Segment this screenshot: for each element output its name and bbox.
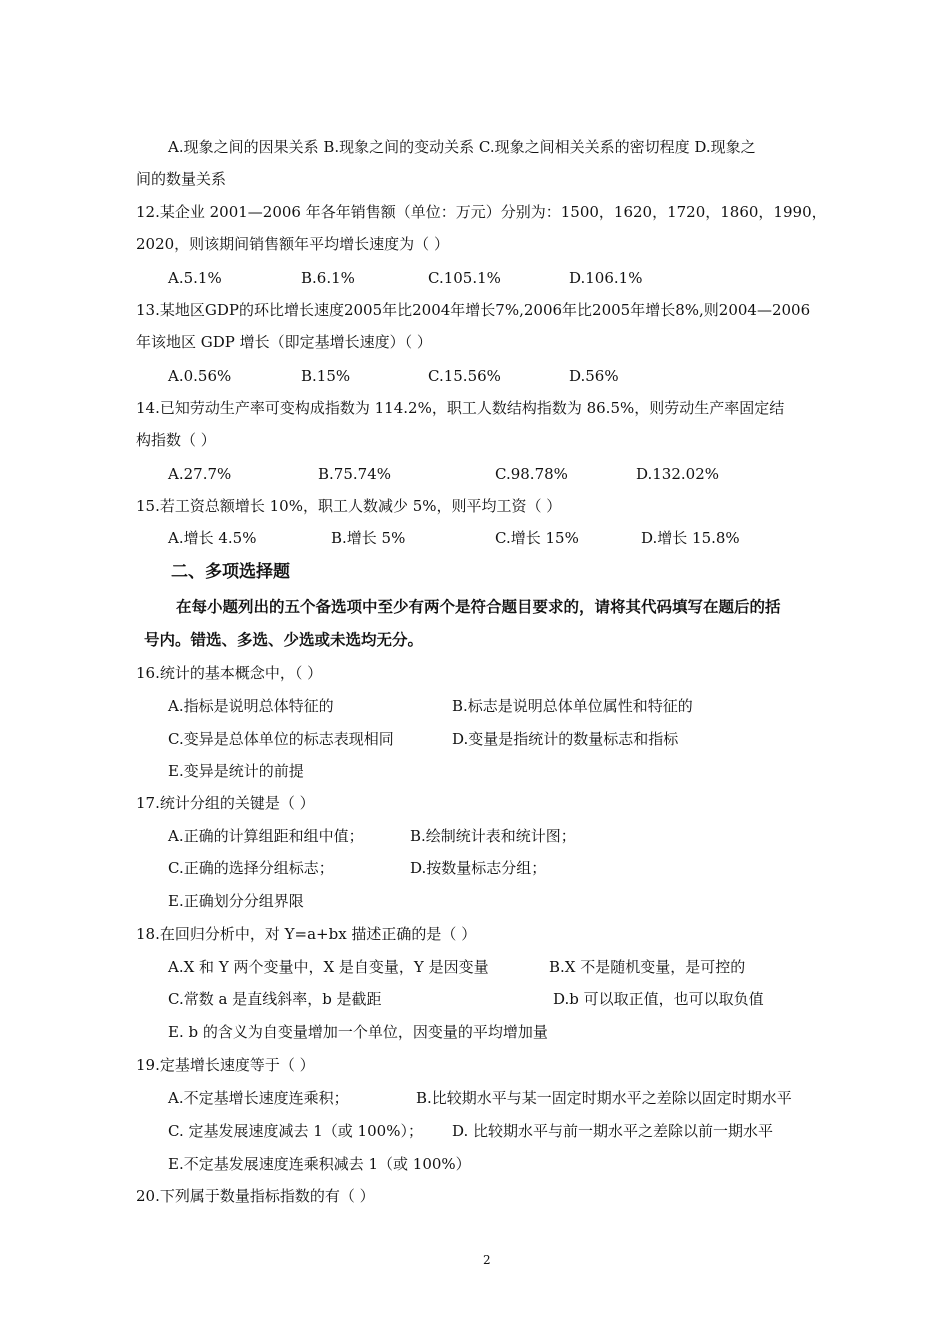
q19-option-c: C. 定基发展速度减去 1（或 100%）； <box>168 1122 423 1140</box>
q14-option-a: A.27.7% <box>168 465 232 483</box>
section-instruction: 在每小题列出的五个备选项中至少有两个是符合题目要求的，请将其代码填写在题后的括 <box>176 597 781 616</box>
q16-option-c: C.变异是总体单位的标志表现相同 <box>168 730 394 748</box>
q12-option-a: A.5.1% <box>168 269 222 287</box>
page-number: 2 <box>483 1253 491 1267</box>
q17-option-e: E.正确划分分组界限 <box>168 892 304 910</box>
q14-option-d: D.132.02% <box>636 465 719 483</box>
q18-option-c: C.常数 a 是直线斜率，b 是截距 <box>168 990 382 1008</box>
q14-option-c: C.98.78% <box>495 465 568 483</box>
q16-option-a: A.指标是说明总体特征的 <box>168 697 334 715</box>
q14-stem-2: 构指数（ ） <box>136 431 216 449</box>
q15-option-d: D.增长 15.8% <box>641 529 740 547</box>
q13-option-d: D.56% <box>569 367 619 385</box>
q14-option-b: B.75.74% <box>318 465 391 483</box>
q19-option-d: D. 比较期水平与前一期水平之差除以前一期水平 <box>452 1122 774 1140</box>
q13-option-c: C.15.56% <box>428 367 501 385</box>
q18-option-b: B.X 不是随机变量，是可控的 <box>549 958 746 976</box>
q15-stem: 15.若工资总额增长 10%，职工人数减少 5%，则平均工资（ ） <box>136 497 562 515</box>
q16-stem: 16.统计的基本概念中，（ ） <box>136 664 323 682</box>
q14-stem: 14.已知劳动生产率可变构成指数为 114.2%，职工人数结构指数为 86.5%，则劳动生产率固定结 <box>136 399 785 417</box>
q13-option-b: B.15% <box>301 367 351 385</box>
q15-option-b: B.增长 5% <box>331 529 406 547</box>
q19-option-b: B.比较期水平与某一固定时期水平之差除以固定时期水平 <box>416 1089 792 1107</box>
q18-option-a: A.X 和 Y 两个变量中，X 是自变量，Y 是因变量 <box>168 958 489 976</box>
q12-option-c: C.105.1% <box>428 269 501 287</box>
q13-stem: 13.某地区GDP的环比增长速度2005年比2004年增长7%,2006年比2005年增长8%,则2004—2006 <box>136 301 811 319</box>
q15-option-a: A.增长 4.5% <box>168 529 257 547</box>
q12-option-b: B.6.1% <box>301 269 355 287</box>
q19-option-a: A.不定基增长速度连乘积； <box>168 1089 349 1107</box>
section-instruction-2: 号内。错选、多选、少选或未选均无分。 <box>144 630 424 649</box>
q16-option-b: B.标志是说明总体单位属性和特征的 <box>452 697 693 715</box>
q11-options-line-2: 间的数量关系 <box>136 170 227 188</box>
q18-option-d: D.b 可以取正值，也可以取负值 <box>553 990 764 1008</box>
q13-stem-2: 年该地区 GDP 增长（即定基增长速度）（ ） <box>136 333 432 351</box>
q12-stem: 12.某企业 2001—2006 年各年销售额（单位：万元）分别为：1500，1620，1720，1860，1990， <box>136 203 827 221</box>
q17-option-c: C.正确的选择分组标志； <box>168 859 334 877</box>
q11-options-line: A.现象之间的因果关系 B.现象之间的变动关系 C.现象之间相关关系的密切程度 D.现象之 <box>168 138 756 156</box>
q15-option-c: C.增长 15% <box>495 529 579 547</box>
q12-stem-2: 2020，则该期间销售额年平均增长速度为（ ） <box>136 235 449 253</box>
q17-option-b: B.绘制统计表和统计图； <box>410 827 576 845</box>
q16-option-e: E.变异是统计的前提 <box>168 762 304 780</box>
q20-stem: 20.下列属于数量指标指数的有（ ） <box>136 1187 375 1205</box>
q17-option-d: D.按数量标志分组； <box>410 859 547 877</box>
section-heading: 二、多项选择题 <box>171 562 290 582</box>
q19-stem: 19.定基增长速度等于（ ） <box>136 1056 315 1074</box>
q18-option-e: E. b 的含义为自变量增加一个单位，因变量的平均增加量 <box>168 1023 548 1041</box>
q13-option-a: A.0.56% <box>168 367 232 385</box>
q17-option-a: A.正确的计算组距和组中值； <box>168 827 364 845</box>
q19-option-e: E.不定基发展速度连乘积减去 1（或 100%） <box>168 1155 471 1173</box>
q18-stem: 18.在回归分析中，对 Y=a+bx 描述正确的是（ ） <box>136 925 477 943</box>
q12-option-d: D.106.1% <box>569 269 643 287</box>
q17-stem: 17.统计分组的关键是（ ） <box>136 794 315 812</box>
q16-option-d: D.变量是指统计的数量标志和指标 <box>452 730 679 748</box>
